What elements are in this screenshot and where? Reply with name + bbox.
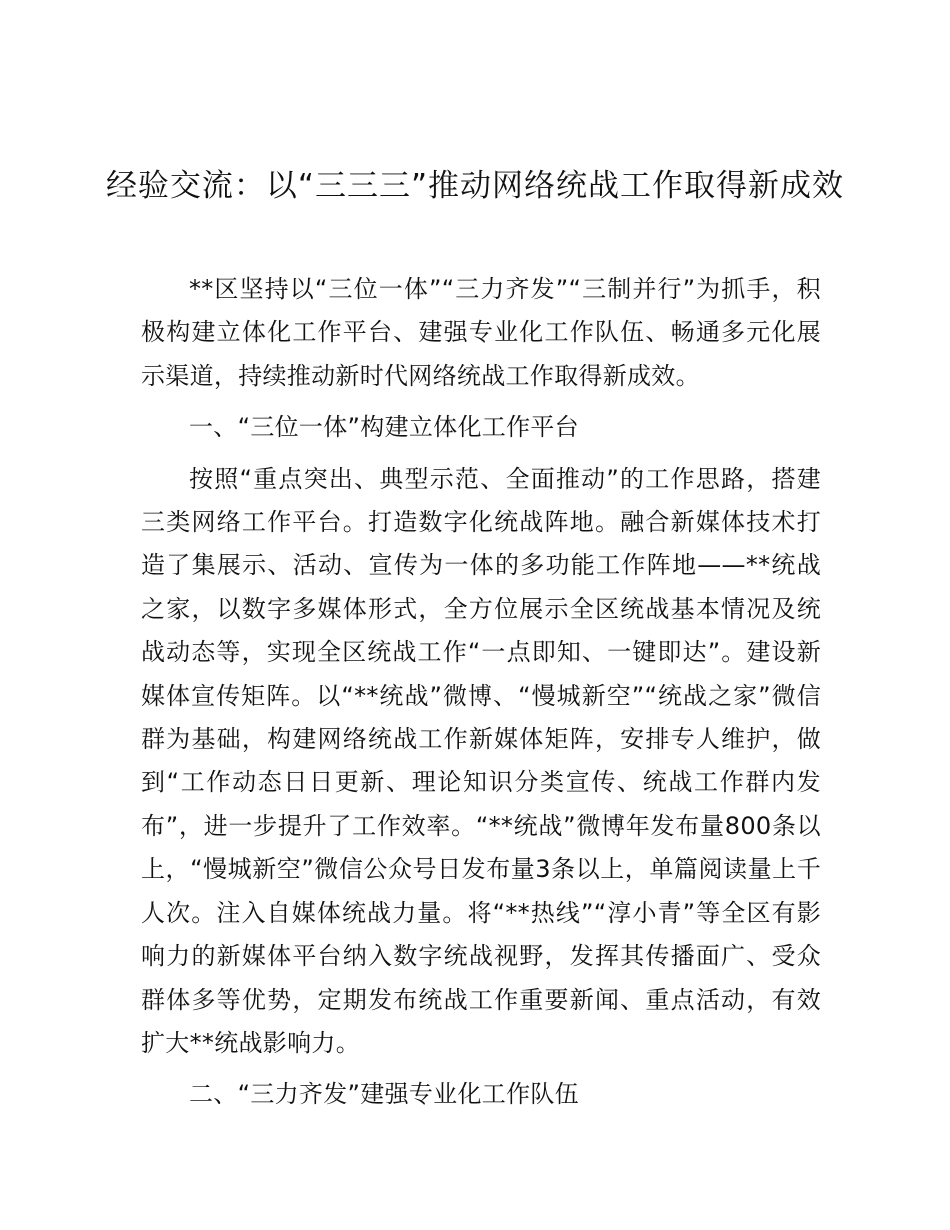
section-heading-1: 一、“三位一体”构建立体化工作平台 <box>189 413 579 442</box>
section-1-paragraph: 按照“重点突出、典型示范、全面推动”的工作思路，搭建三类网络工作平台。打造数字化统战阵地。融合新媒体技术打造了集展示、活动、宣传为一体的多功能工作阵地——**统战之家，以数字多媒体形式，全方位展示全区统战基本情况及统战动态等，实现全区统战工作“一点即知、一键即达”。建设新媒体宣传矩阵。以“**统战”微博、“慢城新空”“统战之家”微信群为基础，构建网络统战工作新媒体矩阵，安排专人维护，做到“工作动态日日更新、理论知识分类宣传、统战工作群内发布”，进一步提升了工作效率。“**统战”微博年发布量800条以上，“慢城新空”微信公众号日发布量3条以上，单篇阅读量上千人次。注入自媒体统战力量。将“**热线”“淳小青”等全区有影响力的新媒体平台纳入数字统战视野，发挥其传播面广、受众群体多等优势，定期发布统战工作重要新闻、重点活动，有效扩大**统战影响力。 <box>141 464 821 1057</box>
section-heading-2: 二、“三力齐发”建强专业化工作队伍 <box>189 1080 579 1109</box>
document-body <box>141 268 821 1125</box>
document-title: 经验交流：以“三三三”推动网络统战工作取得新成效 <box>105 168 845 204</box>
intro-paragraph: **区坚持以“三位一体”“三力齐发”“三制并行”为抓手，积极构建立体化工作平台、建强专业化工作队伍、畅通多元化展示渠道，持续推动新时代网络统战工作取得新成效。 <box>141 275 821 390</box>
